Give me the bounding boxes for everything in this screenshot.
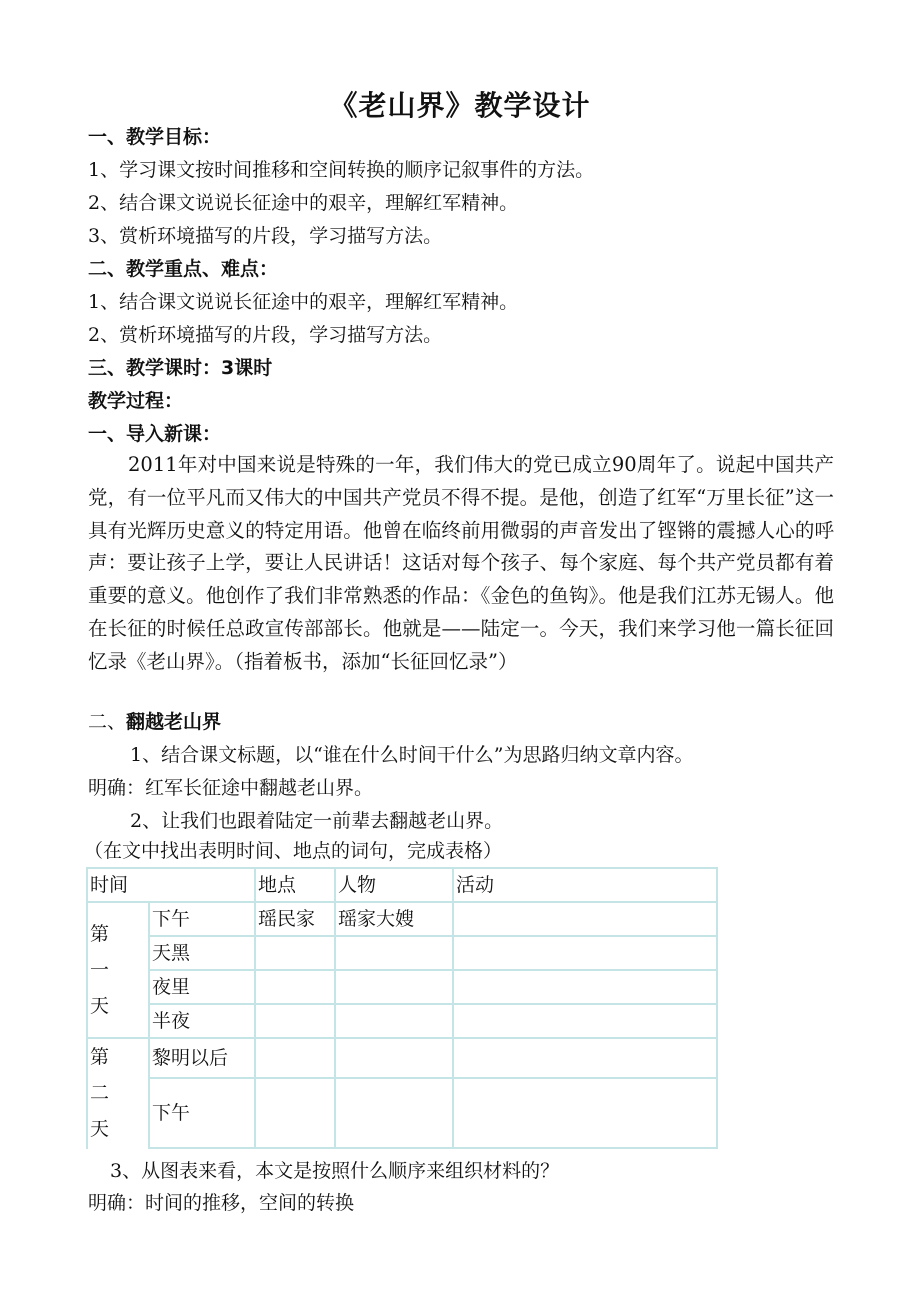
cell-time: 天黑 [149,936,255,970]
cell-activity [453,1004,717,1038]
cell-person [335,1078,453,1148]
cell-person [335,1038,453,1078]
cell-person: 瑶家大嫂 [335,902,453,936]
table-row [87,936,717,970]
cell-place [255,1038,335,1078]
key-points-heading: 二、教学重点、难点： [88,258,279,280]
header-person: 人物 [335,868,453,902]
step-1: 1、结合课文标题，以“谁在什么时间干什么”为思路归纳文章内容。 [130,744,694,766]
objective-item: 3、赏析环境描写的片段，学习描写方法。 [88,225,443,247]
table-header-row [87,868,717,902]
answer-3: 明确：时间的推移，空间的转换 [88,1192,355,1214]
process-heading: 教学过程： [88,390,184,412]
cell-time: 下午 [149,902,255,936]
class-hours-heading: 三、教学课时：3课时 [88,357,273,379]
header-time: 时间 [87,868,255,902]
intro-heading: 一、导入新课： [88,423,222,445]
key-point-item: 1、结合课文说说长征途中的艰辛，理解红军精神。 [88,291,519,313]
objective-item: 1、学习课文按时间推移和空间转换的顺序记叙事件的方法。 [88,159,595,181]
key-point-item: 2、赏析环境描写的片段，学习描写方法。 [88,324,443,346]
cell-place [255,936,335,970]
objective-item: 2、结合课文说说长征途中的艰辛，理解红军精神。 [88,192,519,214]
day-1-label: 第 一 天 [87,902,149,1038]
cell-place [255,1004,335,1038]
answer-1: 明确：红军长征途中翻越老山界。 [88,777,374,799]
cell-place: 瑶民家 [255,902,335,936]
table-note: （在文中找出表明时间、地点的词句，完成表格） [84,840,503,862]
day-2-label: 第 二 天 [87,1038,149,1148]
objectives-heading: 一、教学目标： [88,126,222,148]
table-row [87,970,717,1004]
table-row [87,1078,717,1148]
header-activity: 活动 [453,868,717,902]
document-title: 《老山界》教学设计 [329,89,591,122]
step-2: 2、让我们也跟着陆定一前辈去翻越老山界。 [130,810,504,832]
cell-person [335,936,453,970]
step-3: 3、从图表来看，本文是按照什么顺序来组织材料的？ [110,1160,560,1182]
cell-time: 黎明以后 [149,1038,255,1078]
cell-person [335,1004,453,1038]
cell-activity [453,1038,717,1078]
table-row [87,1038,717,1078]
cell-person [335,970,453,1004]
cell-activity [453,936,717,970]
crossing-heading-text: 翻越老山界 [126,711,222,733]
cell-place [255,1078,335,1148]
cell-activity [453,902,717,936]
cell-activity [453,1078,717,1148]
header-place: 地点 [255,868,335,902]
crossing-heading [88,707,221,737]
cell-time: 夜里 [149,970,255,1004]
cell-activity [453,970,717,1004]
table-row [87,902,717,936]
cell-time: 下午 [149,1078,255,1148]
intro-paragraph: 2011年对中国来说是特殊的一年，我们伟大的党已成立90周年了。说起中国共产党，有一位平凡而又伟大的中国共产党员不得不提。是他，创造了红军“万里长征”这一具有光辉历史意义的特定用语。他曾在临终前用微弱的声音发出了铿锵的震撼人心的呼声：要让孩子上学，要让人民讲话！这话对每个孩子、每个家庭、每个共产党员都有着重要的意义。他创作了我们非常熟悉的作品：《金色的鱼钩》。他是我们江苏无锡人。他在长征的时候任总政宣传部部长。他就是——陆定一。今天，我们来学习他一篇长征回忆录《老山界》。（指着板书，添加“长征回忆录”） [88,453,834,673]
time-place-table [86,867,718,1149]
crossing-heading-prefix: 二、 [88,711,127,733]
table-row [87,1004,717,1038]
cell-time: 半夜 [149,1004,255,1038]
cell-place [255,970,335,1004]
